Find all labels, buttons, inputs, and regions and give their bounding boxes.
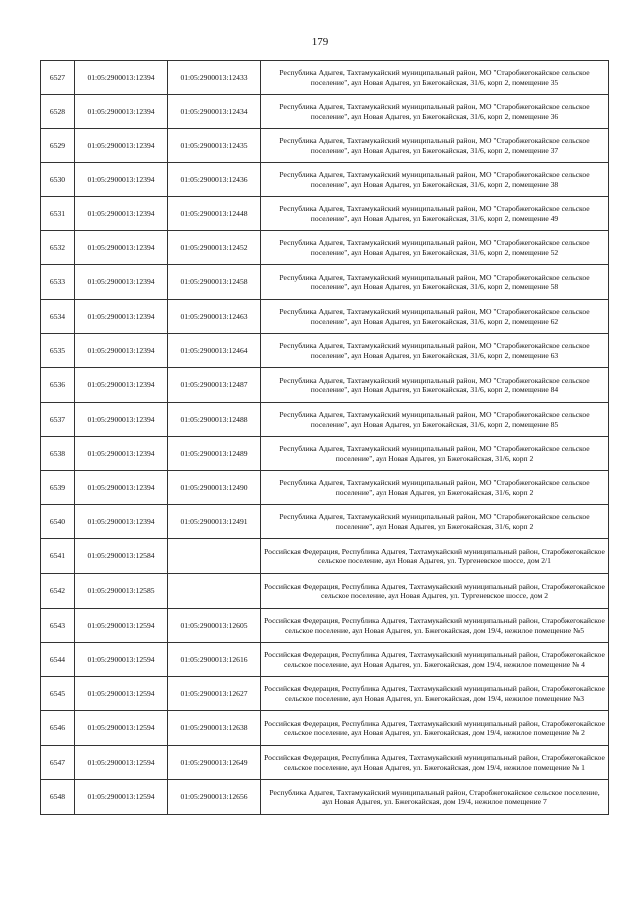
table-row <box>41 368 609 403</box>
row-number-cell: 6533 <box>41 265 75 300</box>
address-cell: Республика Адыгея, Тахтамукайский муниципальный район, МО "Старобжегокайское сельское поселение", аул Новая Адыгея, ул Бжегокайская, 31/6, корп 2, помещение 38 <box>261 163 609 197</box>
cadastral-number-cell: 01:05:2900013:12656 <box>168 780 261 815</box>
cadastral-number-cell: 01:05:2900013:12434 <box>168 95 261 129</box>
table-row <box>41 95 609 129</box>
cadastral-number-cell: 01:05:2900013:12487 <box>168 368 261 403</box>
parent-cadastral-number-cell: 01:05:2900013:12594 <box>75 711 168 746</box>
address-cell: Республика Адыгея, Тахтамукайский муниципальный район, МО "Старобжегокайское сельское поселение", аул Новая Адыгея, ул Бжегокайская, 31/6, корп 2 <box>261 505 609 539</box>
row-number-cell: 6535 <box>41 334 75 368</box>
table-row <box>41 643 609 677</box>
row-number-cell: 6544 <box>41 643 75 677</box>
address-cell: Российская Федерация, Республика Адыгея, Тахтамукайский муниципальный район, Старобжегокайское сельское поселение, аул Новая Адыгея, ул. Бжегокайская, дом 19/4, нежилое помещение № 4 <box>261 643 609 677</box>
address-cell: Российская Федерация, Республика Адыгея, Тахтамукайский муниципальный район, Старобжегокайское сельское поселение, аул Новая Адыгея, ул. Бжегокайская, дом 19/4, нежилое помещение № 2 <box>261 711 609 746</box>
parent-cadastral-number-cell: 01:05:2900013:12594 <box>75 609 168 643</box>
table-row <box>41 231 609 265</box>
address-cell: Российская Федерация, Республика Адыгея, Тахтамукайский муниципальный район, Старобжегокайское сельское поселение, аул Новая Адыгея, ул. Бжегокайская, дом 19/4, нежилое помещение № 1 <box>261 746 609 780</box>
address-cell: Республика Адыгея, Тахтамукайский муниципальный район, МО "Старобжегокайское сельское поселение", аул Новая Адыгея, ул Бжегокайская, 31/6, корп 2, помещение 37 <box>261 129 609 163</box>
address-cell: Республика Адыгея, Тахтамукайский муниципальный район, МО "Старобжегокайское сельское поселение", аул Новая Адыгея, ул Бжегокайская, 31/6, корп 2, помещение 36 <box>261 95 609 129</box>
parent-cadastral-number-cell: 01:05:2900013:12594 <box>75 780 168 815</box>
page-number: 179 <box>311 36 329 48</box>
cadastral-number-cell: 01:05:2900013:12464 <box>168 334 261 368</box>
table-row <box>41 163 609 197</box>
registry-table <box>40 60 609 815</box>
cadastral-number-cell: 01:05:2900013:12463 <box>168 300 261 334</box>
cadastral-number-cell: 01:05:2900013:12627 <box>168 677 261 711</box>
address-cell: Республика Адыгея, Тахтамукайский муниципальный район, МО "Старобжегокайское сельское поселение", аул Новая Адыгея, ул Бжегокайская, 31/6, корп 2, помещение 35 <box>261 61 609 95</box>
table-row <box>41 746 609 780</box>
parent-cadastral-number-cell: 01:05:2900013:12394 <box>75 197 168 231</box>
row-number-cell: 6543 <box>41 609 75 643</box>
address-cell: Республика Адыгея, Тахтамукайский муниципальный район, МО "Старобжегокайское сельское поселение", аул Новая Адыгея, ул Бжегокайская, 31/6, корп 2, помещение 85 <box>261 403 609 437</box>
row-number-cell: 6532 <box>41 231 75 265</box>
table-row <box>41 539 609 574</box>
parent-cadastral-number-cell: 01:05:2900013:12394 <box>75 505 168 539</box>
row-number-cell: 6538 <box>41 437 75 471</box>
row-number-cell: 6528 <box>41 95 75 129</box>
table-row <box>41 609 609 643</box>
row-number-cell: 6540 <box>41 505 75 539</box>
parent-cadastral-number-cell: 01:05:2900013:12394 <box>75 437 168 471</box>
table-row <box>41 677 609 711</box>
parent-cadastral-number-cell: 01:05:2900013:12594 <box>75 677 168 711</box>
table-row <box>41 711 609 746</box>
cadastral-number-cell: 01:05:2900013:12489 <box>168 437 261 471</box>
address-cell: Российская Федерация, Республика Адыгея, Тахтамукайский муниципальный район, Старобжегокайское сельское поселение, аул Новая Адыгея, ул. Тургеневское шоссе, дом 2 <box>261 574 609 609</box>
row-number-cell: 6537 <box>41 403 75 437</box>
address-cell: Республика Адыгея, Тахтамукайский муниципальный район, МО "Старобжегокайское сельское поселение", аул Новая Адыгея, ул Бжегокайская, 31/6, корп 2, помещение 84 <box>261 368 609 403</box>
table-row <box>41 574 609 609</box>
parent-cadastral-number-cell: 01:05:2900013:12594 <box>75 746 168 780</box>
cadastral-number-cell <box>168 574 261 609</box>
row-number-cell: 6529 <box>41 129 75 163</box>
parent-cadastral-number-cell: 01:05:2900013:12394 <box>75 403 168 437</box>
cadastral-number-cell: 01:05:2900013:12491 <box>168 505 261 539</box>
address-cell: Республика Адыгея, Тахтамукайский муниципальный район, МО "Старобжегокайское сельское поселение", аул Новая Адыгея, ул Бжегокайская, 31/6, корп 2, помещение 49 <box>261 197 609 231</box>
row-number-cell: 6548 <box>41 780 75 815</box>
cadastral-number-cell: 01:05:2900013:12605 <box>168 609 261 643</box>
address-cell: Республика Адыгея, Тахтамукайский муниципальный район, МО "Старобжегокайское сельское поселение", аул Новая Адыгея, ул Бжегокайская, 31/6, корп 2, помещение 58 <box>261 265 609 300</box>
parent-cadastral-number-cell: 01:05:2900013:12584 <box>75 539 168 574</box>
row-number-cell: 6539 <box>41 471 75 505</box>
parent-cadastral-number-cell: 01:05:2900013:12394 <box>75 334 168 368</box>
cadastral-number-cell: 01:05:2900013:12488 <box>168 403 261 437</box>
parent-cadastral-number-cell: 01:05:2900013:12394 <box>75 471 168 505</box>
cadastral-number-cell: 01:05:2900013:12638 <box>168 711 261 746</box>
parent-cadastral-number-cell: 01:05:2900013:12394 <box>75 368 168 403</box>
address-cell: Республика Адыгея, Тахтамукайский муниципальный район, МО "Старобжегокайское сельское поселение", аул Новая Адыгея, ул Бжегокайская, 31/6, корп 2, помещение 62 <box>261 300 609 334</box>
table-row <box>41 300 609 334</box>
cadastral-number-cell: 01:05:2900013:12616 <box>168 643 261 677</box>
row-number-cell: 6530 <box>41 163 75 197</box>
row-number-cell: 6546 <box>41 711 75 746</box>
address-cell: Российская Федерация, Республика Адыгея, Тахтамукайский муниципальный район, Старобжегокайское сельское поселение, аул Новая Адыгея, ул. Бжегокайская, дом 19/4, нежилое помещение №3 <box>261 677 609 711</box>
parent-cadastral-number-cell: 01:05:2900013:12394 <box>75 163 168 197</box>
cadastral-number-cell: 01:05:2900013:12435 <box>168 129 261 163</box>
table-row <box>41 61 609 95</box>
table-row <box>41 129 609 163</box>
table-row <box>41 505 609 539</box>
row-number-cell: 6527 <box>41 61 75 95</box>
row-number-cell: 6545 <box>41 677 75 711</box>
row-number-cell: 6534 <box>41 300 75 334</box>
registry-table-body <box>41 61 609 815</box>
address-cell: Республика Адыгея, Тахтамукайский муниципальный район, МО "Старобжегокайское сельское поселение", аул Новая Адыгея, ул Бжегокайская, 31/6, корп 2 <box>261 471 609 505</box>
table-row <box>41 471 609 505</box>
parent-cadastral-number-cell: 01:05:2900013:12394 <box>75 300 168 334</box>
parent-cadastral-number-cell: 01:05:2900013:12394 <box>75 61 168 95</box>
cadastral-number-cell: 01:05:2900013:12448 <box>168 197 261 231</box>
cadastral-number-cell <box>168 539 261 574</box>
address-cell: Российская Федерация, Республика Адыгея, Тахтамукайский муниципальный район, Старобжегокайское сельское поселение, аул Новая Адыгея, ул. Тургеневское шоссе, дом 2/1 <box>261 539 609 574</box>
table-row <box>41 334 609 368</box>
address-cell: Республика Адыгея, Тахтамукайский муниципальный район, МО "Старобжегокайское сельское поселение", аул Новая Адыгея, ул Бжегокайская, 31/6, корп 2, помещение 63 <box>261 334 609 368</box>
parent-cadastral-number-cell: 01:05:2900013:12394 <box>75 95 168 129</box>
cadastral-number-cell: 01:05:2900013:12452 <box>168 231 261 265</box>
row-number-cell: 6547 <box>41 746 75 780</box>
cadastral-number-cell: 01:05:2900013:12436 <box>168 163 261 197</box>
address-cell: Республика Адыгея, Тахтамукайский муниципальный район, Старобжегокайское сельское поселение, аул Новая Адыгея, ул. Бжегокайская, дом 19/4, нежилое помещение 7 <box>261 780 609 815</box>
cadastral-number-cell: 01:05:2900013:12433 <box>168 61 261 95</box>
row-number-cell: 6542 <box>41 574 75 609</box>
table-row <box>41 780 609 815</box>
address-cell: Республика Адыгея, Тахтамукайский муниципальный район, МО "Старобжегокайское сельское поселение", аул Новая Адыгея, ул Бжегокайская, 31/6, корп 2 <box>261 437 609 471</box>
address-cell: Республика Адыгея, Тахтамукайский муниципальный район, МО "Старобжегокайское сельское поселение", аул Новая Адыгея, ул Бжегокайская, 31/6, корп 2, помещение 52 <box>261 231 609 265</box>
address-cell: Российская Федерация, Республика Адыгея, Тахтамукайский муниципальный район, Старобжегокайское сельское поселение, аул Новая Адыгея, ул. Бжегокайская, дом 19/4, нежилое помещение №5 <box>261 609 609 643</box>
parent-cadastral-number-cell: 01:05:2900013:12394 <box>75 265 168 300</box>
table-row <box>41 197 609 231</box>
parent-cadastral-number-cell: 01:05:2900013:12394 <box>75 231 168 265</box>
parent-cadastral-number-cell: 01:05:2900013:12594 <box>75 643 168 677</box>
cadastral-number-cell: 01:05:2900013:12649 <box>168 746 261 780</box>
parent-cadastral-number-cell: 01:05:2900013:12394 <box>75 129 168 163</box>
parent-cadastral-number-cell: 01:05:2900013:12585 <box>75 574 168 609</box>
table-row <box>41 265 609 300</box>
cadastral-number-cell: 01:05:2900013:12490 <box>168 471 261 505</box>
row-number-cell: 6541 <box>41 539 75 574</box>
row-number-cell: 6531 <box>41 197 75 231</box>
cadastral-number-cell: 01:05:2900013:12458 <box>168 265 261 300</box>
table-row <box>41 437 609 471</box>
row-number-cell: 6536 <box>41 368 75 403</box>
table-row <box>41 403 609 437</box>
